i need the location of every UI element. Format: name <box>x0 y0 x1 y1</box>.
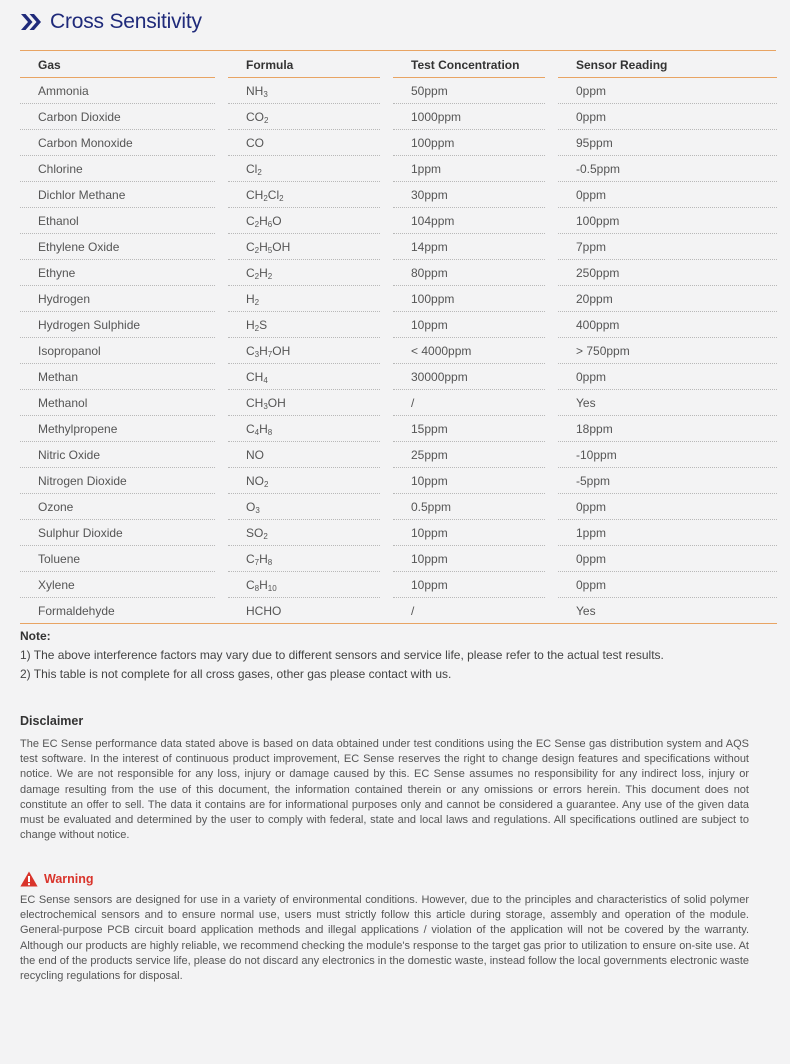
gas-name-cell: Ethylene Oxide <box>20 234 215 260</box>
sensor-reading-cell: -5ppm <box>558 468 777 494</box>
formula-cell <box>228 338 380 364</box>
note-section <box>20 627 776 684</box>
formula-cell <box>228 572 380 598</box>
test-concentration-cell: 10ppm <box>393 312 545 338</box>
formula-cell <box>228 182 380 208</box>
formula-part: H <box>259 265 268 280</box>
sensor-reading-cell: 95ppm <box>558 130 777 156</box>
title-divider <box>20 50 776 51</box>
test-concentration-cell: 10ppm <box>393 468 545 494</box>
test-concentration-cell: 30ppm <box>393 182 545 208</box>
table-row <box>20 390 777 416</box>
test-concentration-cell: 25ppm <box>393 442 545 468</box>
formula-cell <box>228 390 380 416</box>
sensor-reading-cell: Yes <box>558 390 777 416</box>
table-row <box>20 182 777 208</box>
section-header <box>20 10 202 34</box>
formula-part: HCHO <box>246 604 282 618</box>
formula-part: OH <box>267 395 286 410</box>
formula-part: S <box>259 317 268 332</box>
formula-part: CH <box>246 369 264 384</box>
test-concentration-cell: 0.5ppm <box>393 494 545 520</box>
gas-name-cell: Sulphur Dioxide <box>20 520 215 546</box>
test-concentration-cell: 10ppm <box>393 572 545 598</box>
gas-name-cell: Methanol <box>20 390 215 416</box>
formula-cell <box>228 364 380 390</box>
formula-part: C <box>246 577 255 592</box>
formula-subscript: 4 <box>263 375 268 385</box>
formula-part: C <box>246 421 255 436</box>
formula-part: Cl <box>267 187 280 202</box>
formula-cell <box>228 234 380 260</box>
formula-subscript: 5 <box>267 245 273 255</box>
formula-cell <box>228 598 380 624</box>
formula-part: Cl <box>246 161 258 176</box>
formula-subscript: 3 <box>255 505 260 515</box>
formula-cell <box>228 156 380 182</box>
formula-part: H <box>259 239 268 254</box>
formula-subscript: 10 <box>267 583 277 593</box>
formula-subscript: 3 <box>263 401 268 411</box>
gas-name-cell: Toluene <box>20 546 215 572</box>
double-chevron-right-icon <box>20 12 42 32</box>
formula-part: H <box>259 343 268 358</box>
formula-cell <box>228 416 380 442</box>
table-row <box>20 442 777 468</box>
table-row <box>20 338 777 364</box>
formula-subscript: 2 <box>254 271 260 281</box>
formula-subscript: 4 <box>254 427 260 437</box>
formula-subscript: 2 <box>254 219 260 229</box>
formula-part: H <box>259 577 268 592</box>
note-item: 2) This table is not complete for all cross gases, other gas please contact with us. <box>20 667 452 681</box>
table-row <box>20 208 777 234</box>
gas-name-cell: Isopropanol <box>20 338 215 364</box>
formula-cell <box>228 208 380 234</box>
table-row <box>20 104 777 130</box>
column-header-gas: Gas <box>20 53 215 78</box>
gas-name-cell: Dichlor Methane <box>20 182 215 208</box>
formula-cell <box>228 78 380 104</box>
test-concentration-cell: 10ppm <box>393 546 545 572</box>
table-row <box>20 494 777 520</box>
formula-part: CO <box>246 109 264 124</box>
gas-name-cell: Nitrogen Dioxide <box>20 468 215 494</box>
disclaimer-text: The EC Sense performance data stated above is based on data obtained under test conditions using the EC Sense gas distribution system and AQS test software. In the interest of continuous product improvement, EC Sense reserves the right to change design features and specifications without notice. We are not responsible for any loss, injury or damage caused by this. EC Sense assumes no responsibility for any indirect loss, injury or damage resulting from the use of this document, the information contained therein or any omissions or errors herein. This document does not constitute an offer to sell. The data it contains are for informational purposes only and cannot be considered a guarantee. Any use of the given data must be evaluated and determined by the user to comply with federal, state and local laws and regulations. All specifications outlined are subject to change without notice. <box>20 738 749 842</box>
formula-part: C <box>246 343 255 358</box>
note-item: 1) The above interference factors may vary due to different sensors and service life, please refer to the actual test results. <box>20 648 664 662</box>
formula-subscript: 2 <box>257 167 262 177</box>
table-row <box>20 598 777 624</box>
formula-subscript: 2 <box>264 479 269 489</box>
formula-subscript: 2 <box>254 297 260 307</box>
table-row <box>20 156 777 182</box>
sensor-reading-cell: -0.5ppm <box>558 156 777 182</box>
formula-subscript: 2 <box>263 531 268 541</box>
formula-part: H <box>246 291 255 306</box>
sensor-reading-cell: 0ppm <box>558 494 777 520</box>
table-row <box>20 520 777 546</box>
gas-name-cell: Ethyne <box>20 260 215 286</box>
sensor-reading-cell: 1ppm <box>558 520 777 546</box>
test-concentration-cell: 30000ppm <box>393 364 545 390</box>
formula-cell <box>228 260 380 286</box>
formula-subscript: 8 <box>267 557 273 567</box>
table-row <box>20 572 777 598</box>
sensor-reading-cell: -10ppm <box>558 442 777 468</box>
formula-part: O <box>272 213 282 228</box>
test-concentration-cell: 100ppm <box>393 286 545 312</box>
gas-name-cell: Carbon Dioxide <box>20 104 215 130</box>
formula-part: H <box>259 421 268 436</box>
test-concentration-cell: / <box>393 598 545 624</box>
test-concentration-cell: 10ppm <box>393 520 545 546</box>
gas-name-cell: Nitric Oxide <box>20 442 215 468</box>
formula-part: H <box>259 213 268 228</box>
formula-part: H <box>259 551 268 566</box>
formula-subscript: 6 <box>267 219 273 229</box>
sensor-reading-cell: 20ppm <box>558 286 777 312</box>
sensor-reading-cell: 250ppm <box>558 260 777 286</box>
formula-subscript: 2 <box>264 115 269 125</box>
formula-cell <box>228 130 380 156</box>
formula-part: C <box>246 239 255 254</box>
sensor-reading-cell: 0ppm <box>558 78 777 104</box>
formula-part: NO <box>246 448 264 462</box>
formula-subscript: 7 <box>254 557 260 567</box>
gas-name-cell: Ozone <box>20 494 215 520</box>
disclaimer-heading: Disclaimer <box>20 714 84 728</box>
column-header-sensor-reading: Sensor Reading <box>558 53 777 78</box>
formula-part: SO <box>246 525 264 540</box>
formula-part: C <box>246 213 255 228</box>
gas-name-cell: Carbon Monoxide <box>20 130 215 156</box>
warning-text: EC Sense sensors are designed for use in a variety of environmental conditions. However, due to the principles and characteristics of solid polymer electrochemical sensors and to ensure normal use, users must strictly follow this article during storage, assembly and operation of the module. General-purpose PCB circuit board application methods and illegal applications / violation of the application will not be covered by the warranty. Although our products are highly reliable, we recommend checking the module's response to the target gas prior to utilization to ensure on-site use. At the end of the products service life, please do not discard any electronics in the domestic waste, instead follow the local governments electronic waste recycling regulations for disposal. <box>20 894 749 983</box>
note-heading: Note: <box>20 629 51 643</box>
test-concentration-cell: 1000ppm <box>393 104 545 130</box>
sensor-reading-cell: 0ppm <box>558 182 777 208</box>
formula-subscript: 2 <box>267 271 273 281</box>
formula-part: CH <box>246 395 264 410</box>
table-row <box>20 130 777 156</box>
gas-name-cell: Chlorine <box>20 156 215 182</box>
table-row <box>20 312 777 338</box>
sensor-reading-cell: Yes <box>558 598 777 624</box>
gas-name-cell: Methan <box>20 364 215 390</box>
gas-name-cell: Ammonia <box>20 78 215 104</box>
formula-part: CH <box>246 187 264 202</box>
test-concentration-cell: 50ppm <box>393 78 545 104</box>
formula-part: C <box>246 551 255 566</box>
formula-subscript: 2 <box>279 193 284 203</box>
formula-cell <box>228 546 380 572</box>
table-row <box>20 78 777 104</box>
sensor-reading-cell: 0ppm <box>558 104 777 130</box>
formula-part: OH <box>272 239 291 254</box>
formula-cell <box>228 286 380 312</box>
sensor-reading-cell: 400ppm <box>558 312 777 338</box>
sensor-reading-cell: 7ppm <box>558 234 777 260</box>
sensor-reading-cell: 0ppm <box>558 364 777 390</box>
formula-cell <box>228 494 380 520</box>
table-row <box>20 468 777 494</box>
formula-subscript: 8 <box>254 583 260 593</box>
formula-subscript: 3 <box>254 349 260 359</box>
table-row <box>20 364 777 390</box>
table-row <box>20 260 777 286</box>
page-title: Cross Sensitivity <box>50 10 202 33</box>
test-concentration-cell: 100ppm <box>393 130 545 156</box>
test-concentration-cell: < 4000ppm <box>393 338 545 364</box>
formula-part: C <box>246 265 255 280</box>
test-concentration-cell: 1ppm <box>393 156 545 182</box>
formula-part: NO <box>246 473 264 488</box>
table-header-row <box>20 53 777 78</box>
warning-triangle-icon <box>20 871 38 887</box>
formula-subscript: 2 <box>263 193 268 203</box>
column-header-formula: Formula <box>228 53 380 78</box>
formula-cell <box>228 442 380 468</box>
test-concentration-cell: 104ppm <box>393 208 545 234</box>
gas-name-cell: Hydrogen <box>20 286 215 312</box>
warning-heading: Warning <box>44 872 94 886</box>
formula-subscript: 7 <box>267 349 273 359</box>
gas-name-cell: Xylene <box>20 572 215 598</box>
formula-subscript: 8 <box>267 427 273 437</box>
gas-name-cell: Formaldehyde <box>20 598 215 624</box>
sensor-reading-cell: > 750ppm <box>558 338 777 364</box>
formula-part: OH <box>272 343 291 358</box>
gas-name-cell: Hydrogen Sulphide <box>20 312 215 338</box>
table-row <box>20 546 777 572</box>
cross-sensitivity-table <box>20 53 777 624</box>
sensor-reading-cell: 0ppm <box>558 546 777 572</box>
table-row <box>20 234 777 260</box>
sensor-reading-cell: 0ppm <box>558 572 777 598</box>
formula-subscript: 2 <box>254 245 260 255</box>
column-header-test-concentration: Test Concentration <box>393 53 545 78</box>
formula-part: H <box>246 317 255 332</box>
test-concentration-cell: / <box>393 390 545 416</box>
sensor-reading-cell: 18ppm <box>558 416 777 442</box>
formula-part: NH <box>246 83 264 98</box>
formula-part: CO <box>246 136 264 150</box>
gas-name-cell: Methylpropene <box>20 416 215 442</box>
test-concentration-cell: 14ppm <box>393 234 545 260</box>
formula-part: O <box>246 499 256 514</box>
test-concentration-cell: 80ppm <box>393 260 545 286</box>
test-concentration-cell: 15ppm <box>393 416 545 442</box>
sensor-reading-cell: 100ppm <box>558 208 777 234</box>
formula-cell <box>228 520 380 546</box>
table-row <box>20 286 777 312</box>
formula-cell <box>228 312 380 338</box>
warning-heading-row <box>20 871 94 887</box>
gas-name-cell: Ethanol <box>20 208 215 234</box>
formula-subscript: 3 <box>263 89 268 99</box>
table-row <box>20 416 777 442</box>
formula-cell <box>228 104 380 130</box>
formula-subscript: 2 <box>254 323 260 333</box>
formula-cell <box>228 468 380 494</box>
